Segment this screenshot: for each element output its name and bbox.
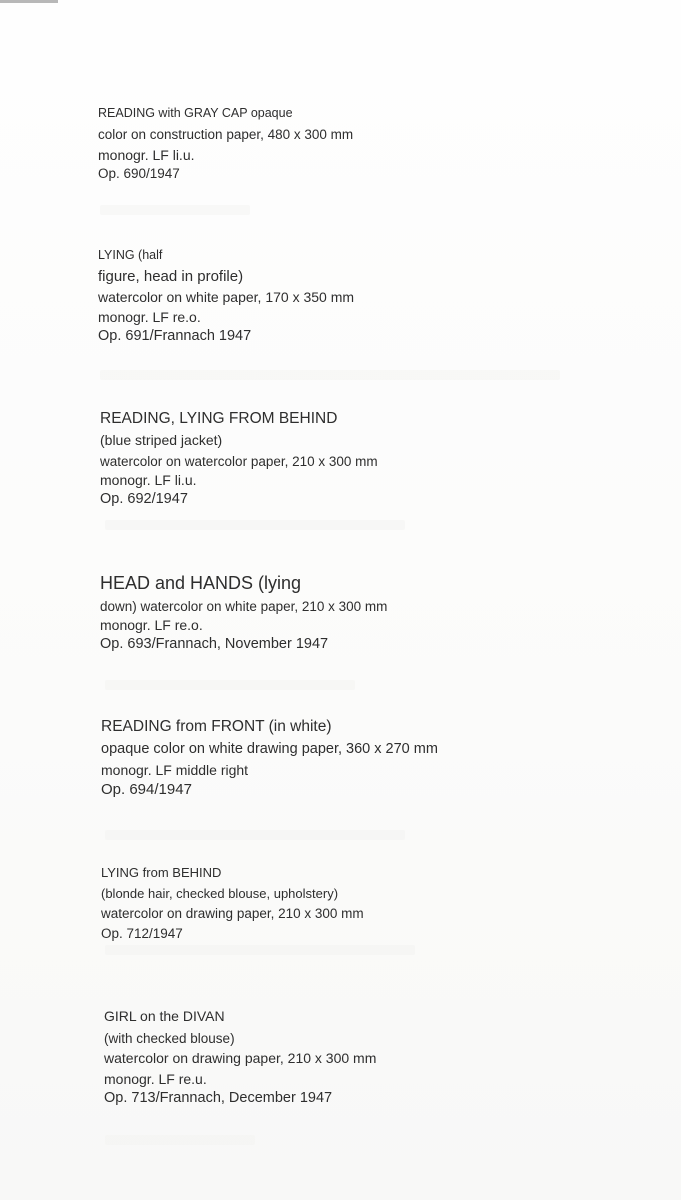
entry-medium: watercolor on drawing paper, 210 x 300 mm	[101, 906, 364, 921]
entry-signature: monogr. LF re.o.	[100, 617, 203, 633]
entry-opus: Op. 692/1947	[100, 491, 188, 507]
entry-medium: color on construction paper, 480 x 300 mm	[98, 127, 354, 142]
show-through	[100, 205, 250, 215]
show-through	[105, 945, 415, 955]
entry-opus: Op. 712/1947	[101, 926, 183, 941]
entry-opus: Op. 690/1947	[98, 166, 180, 181]
entry-medium: watercolor on watercolor paper, 210 x 300 mm	[100, 454, 378, 469]
entry-medium: watercolor on white paper, 170 x 350 mm	[98, 289, 355, 305]
entry-title: LYING (half	[98, 248, 163, 262]
show-through	[105, 680, 355, 690]
entry-title: HEAD and HANDS (lying	[100, 573, 302, 593]
entry-opus: Op. 713/Frannach, December 1947	[104, 1090, 333, 1106]
entry-signature: monogr. LF middle right	[101, 762, 249, 778]
entry-opus: Op. 694/1947	[101, 781, 192, 798]
entry-subtitle: (blue striped jacket)	[100, 432, 223, 448]
entry-medium: watercolor on drawing paper, 210 x 300 mm	[104, 1050, 377, 1066]
entry-title: READING with GRAY CAP opaque	[98, 106, 293, 120]
show-through	[105, 520, 405, 530]
entry-title-continued: figure, head in profile)	[98, 268, 244, 285]
show-through	[105, 1135, 255, 1145]
entry-subtitle: (with checked blouse)	[104, 1031, 235, 1046]
entry-opus: Op. 693/Frannach, November 1947	[100, 636, 329, 652]
show-through	[105, 830, 405, 840]
entry-title: READING from FRONT (in white)	[101, 718, 332, 735]
entry-title: LYING from BEHIND	[101, 865, 222, 880]
entry-subtitle: (blonde hair, checked blouse, upholstery)	[101, 886, 339, 901]
entry-medium: down) watercolor on white paper, 210 x 300 mm	[100, 599, 388, 614]
entry-signature: monogr. LF li.u.	[100, 472, 197, 488]
entry-signature: monogr. LF li.u.	[98, 147, 195, 163]
entry-signature: monogr. LF re.o.	[98, 309, 201, 325]
entry-signature: monogr. LF re.u.	[104, 1071, 207, 1087]
entry-title: GIRL on the DIVAN	[104, 1008, 225, 1024]
scan-edge-mark	[0, 0, 58, 3]
entry-opus: Op. 691/Frannach 1947	[98, 328, 252, 344]
show-through	[100, 370, 560, 380]
entry-medium: opaque color on white drawing paper, 360 x 270 mm	[101, 741, 438, 757]
entry-title: READING, LYING FROM BEHIND	[100, 410, 338, 427]
